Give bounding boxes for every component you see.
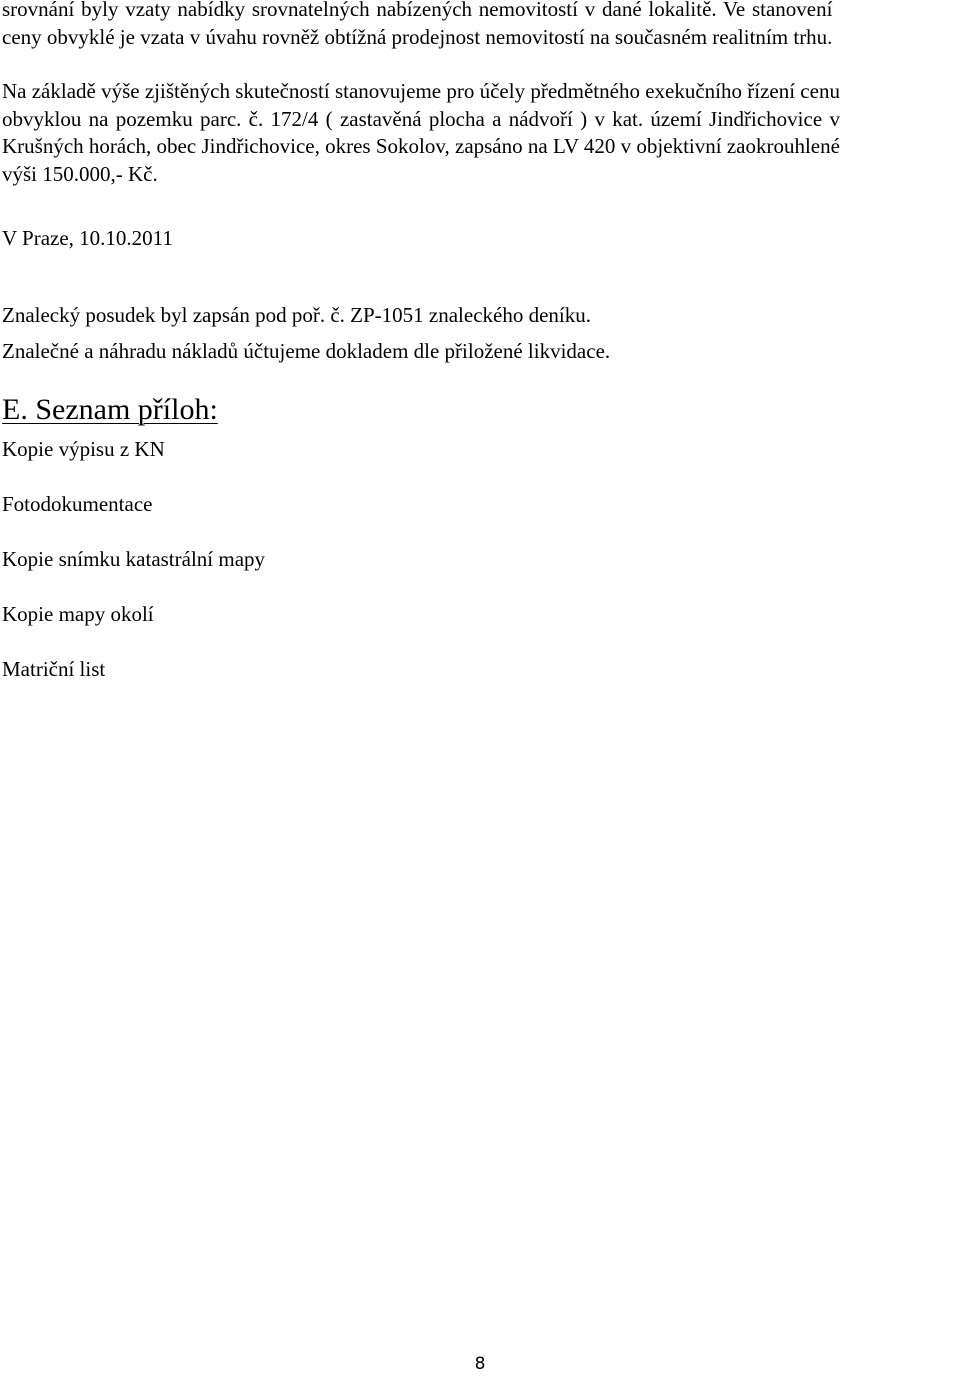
place-date-line: V Praze, 10.10.2011 [2, 226, 173, 250]
attachment-item: Kopie výpisu z KN [2, 437, 165, 461]
paragraph-market-comparison [2, 0, 832, 51]
paragraph-line: Na základě výše zjištěných skutečností stanovujeme pro účely předmětného exekučního řízení cenu [2, 79, 840, 103]
paragraph-line: Krušných horách, obec Jindřichovice, okres Sokolov, zapsáno na LV 420 v objektivní zaokrouhlené [2, 134, 840, 158]
paragraph-line: výši 150.000,- Kč. [2, 161, 158, 186]
attachments-heading: E. Seznam příloh: [2, 393, 218, 426]
registry-note: Znalecký posudek byl zapsán pod poř. č. ZP-1051 znaleckého deníku. [2, 303, 591, 327]
attachment-item: Fotodokumentace [2, 492, 153, 516]
attachment-item: Kopie snímku katastrální mapy [2, 547, 266, 571]
attachment-item: Matriční list [2, 657, 106, 681]
paragraph-line: ceny obvyklé je vzata v úvahu rovněž obtížná prodejnost nemovitostí na současném realitním trhu. [2, 24, 833, 49]
page-number: 8 [474, 1354, 486, 1374]
paragraph-line: obvyklou na pozemku parc. č. 172/4 ( zastavěná plocha a nádvoří ) v kat. území Jindřichovice v [2, 106, 840, 131]
paragraph-line: srovnání byly vzaty nabídky srovnatelných nabízených nemovitostí v dané lokalitě. Ve stanovení [2, 0, 833, 21]
paragraph-valuation-conclusion [2, 78, 840, 188]
attachments-list [2, 436, 265, 711]
fee-note: Znalečné a náhradu nákladů účtujeme dokladem dle přiložené likvidace. [2, 339, 611, 363]
attachment-item: Kopie mapy okolí [2, 602, 154, 626]
